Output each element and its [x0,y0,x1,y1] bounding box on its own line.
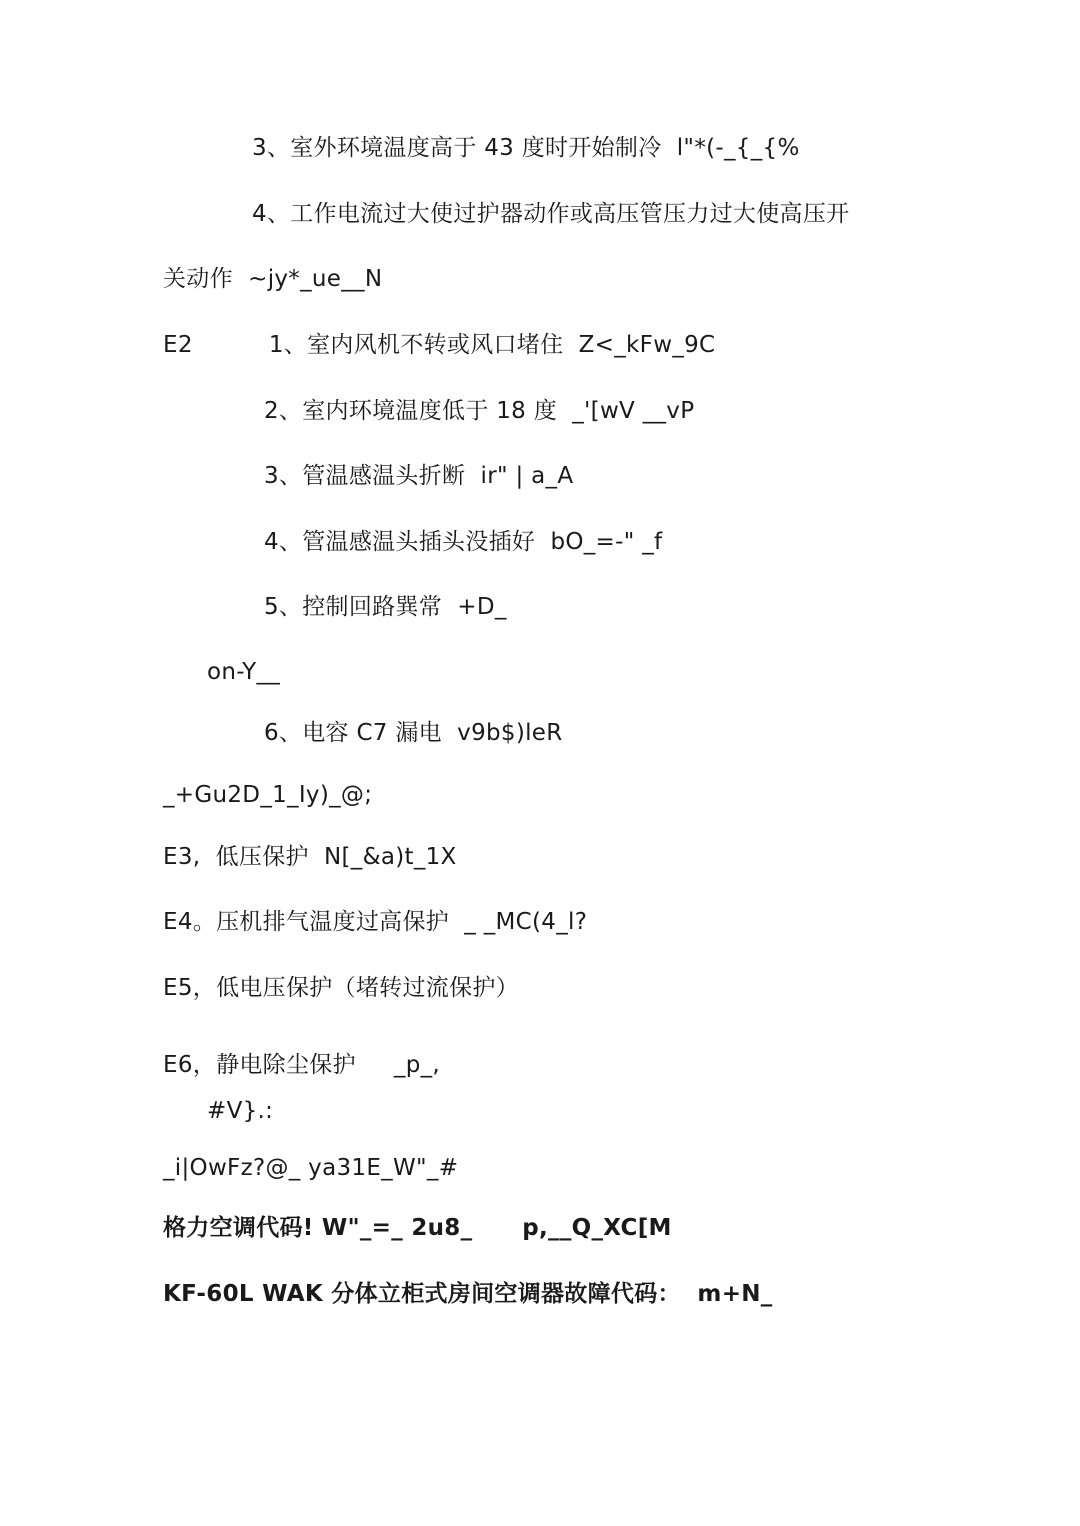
text-line-17: _i|OwFz?@_ ya31E_W"_# [163,1155,459,1181]
text-line-11: _+Gu2D_1_Iy)_@; [163,782,373,808]
text-line-13: E4。压机排气温度过高保护 _ _MC(4_l? [163,909,588,935]
text-line-16: #V}.: [207,1098,274,1124]
text-line-4: E2 1、室内风机不转或风口堵住 Z<_kFw_9C [163,332,716,358]
text-line-12: E3, 低压保护 N[_&a)t_1X [163,844,457,870]
text-line-5: 2、室内环境温度低于 18 度 _'[wV __vP [264,398,695,424]
text-line-9: on-Y__ [207,659,281,685]
text-line-1: 3、室外环境温度高于 43 度时开始制冷 l"*(-_{_{% [252,135,800,161]
text-line-3: 关动作 ~jy*_ue__N [163,266,383,292]
text-line-2: 4、工作电流过大使过护器动作或高压管压力过大使高压开 [252,201,850,227]
text-line-15: E6，静电除尘保护 _p_, [163,1052,441,1078]
text-line-10: 6、电容 C7 漏电 v9b$)leR [264,720,563,746]
heading-gree-codes: 格力空调代码! W"_=_ 2u8_ p,__Q_XC[M [163,1215,672,1241]
text-line-7: 4、管温感温头插头没插好 bO_=-" _f [264,529,663,555]
text-line-14: E5，低电压保护（堵转过流保护） [163,975,519,1001]
text-line-8: 5、控制回路巽常 +D_ [264,594,507,620]
text-line-6: 3、管温感温头折断 ir" | a_A [264,463,574,489]
heading-kf60l-codes: KF-60L WAK 分体立柜式房间空调器故障代码： m+N_ [163,1281,773,1307]
